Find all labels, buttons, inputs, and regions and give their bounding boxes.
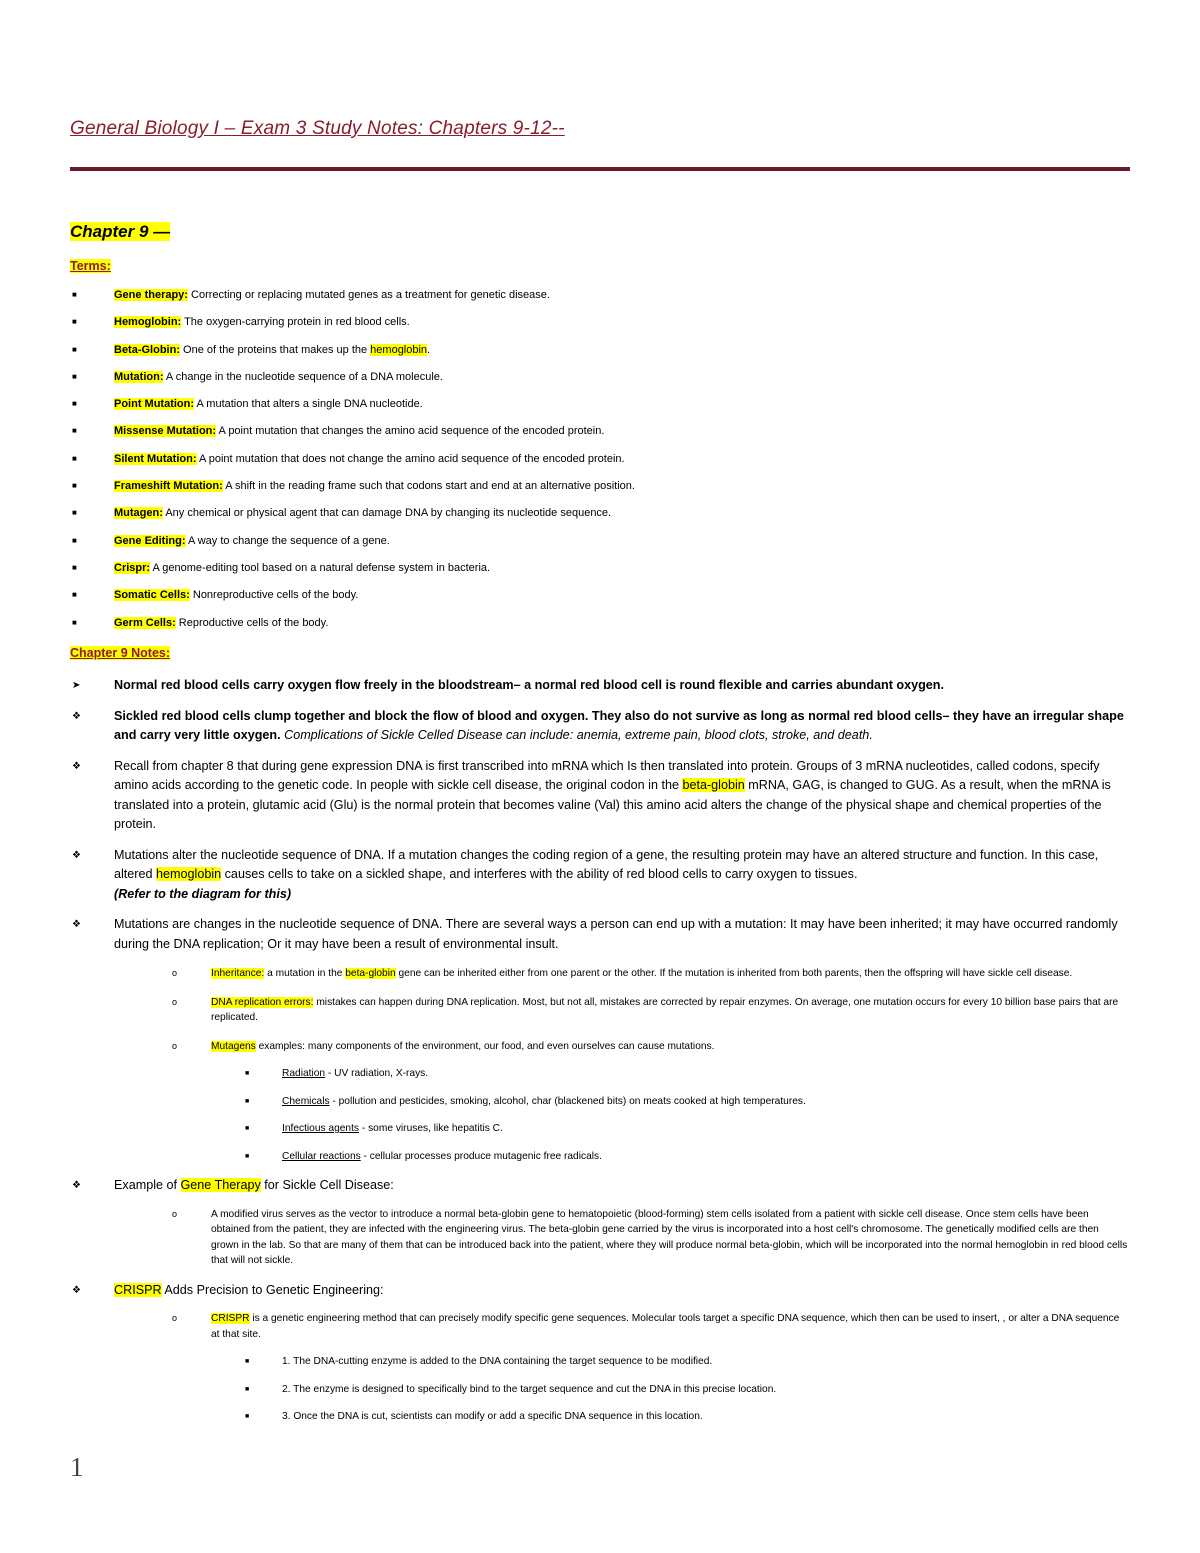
diamond-bullet-icon: ❖ xyxy=(72,1284,81,1296)
square-bullet-icon: ■ xyxy=(72,426,77,436)
term-definition: The oxygen-carrying protein in red blood cells. xyxy=(181,316,410,329)
term-definition: Any chemical or physical agent that can damage DNA by changing its nucleotide sequence. xyxy=(162,507,612,520)
note-text xyxy=(114,846,1129,905)
note-text xyxy=(114,757,1129,835)
sub-note-item xyxy=(70,966,1130,982)
sub-note-part: examples: many components of the environment, our food, and even ourselves can cause mutations. xyxy=(255,1040,715,1052)
square-bullet-icon: ■ xyxy=(72,562,77,572)
square-bullet-icon: ■ xyxy=(72,590,77,600)
square-bullet-icon: ■ xyxy=(245,1152,250,1160)
term-definition: A point mutation that does not change the amino acid sequence of the encoded protein. xyxy=(196,452,625,465)
crispr-step xyxy=(70,1382,1130,1398)
mutagen-item xyxy=(70,1121,1130,1137)
circle-bullet-icon: o xyxy=(172,1040,178,1051)
term-item xyxy=(70,397,1130,424)
sub-note-highlight: Mutagens xyxy=(211,1040,256,1052)
term-name: Somatic Cells: xyxy=(114,589,190,602)
note-item xyxy=(70,915,1130,954)
square-bullet-icon: ■ xyxy=(72,371,77,381)
term-item xyxy=(70,370,1130,397)
circle-bullet-icon: o xyxy=(172,968,178,978)
term-name: Point Mutation: xyxy=(114,398,195,411)
term-tail: . xyxy=(427,343,431,356)
note-text-part: Recall from chapter 8 that during gene expression DNA is first transcribed into mRNA which Is then translated into protein. Groups of 3 mRNA nucleotides, called codons, specify amino acids according to the genetic code. In people with sickle cell disease, the original codon in the xyxy=(114,758,1100,792)
circle-bullet-icon: o xyxy=(172,1313,178,1323)
term-definition: A point mutation that changes the amino acid sequence of the encoded protein. xyxy=(216,425,605,438)
mutagen-text xyxy=(282,1094,1132,1110)
square-bullet-icon: ■ xyxy=(72,481,77,491)
term-name: Frameshift Mutation: xyxy=(114,480,223,493)
square-bullet-icon: ■ xyxy=(72,617,77,627)
term-name: Crispr: xyxy=(114,561,151,574)
sub-note-highlight: Inheritance: xyxy=(211,968,265,979)
mutagen-desc: - UV radiation, X-rays. xyxy=(325,1068,429,1079)
square-bullet-icon: ■ xyxy=(245,1358,250,1365)
term-name: Missense Mutation: xyxy=(114,425,217,438)
crispr-step xyxy=(70,1409,1130,1425)
note-highlight: hemoglobin xyxy=(156,867,222,881)
sub-note-part: is a genetic engineering method that can precisely modify specific gene sequences. Molecular tools target a specific DNA sequence, which then can be used to insert, , or alter a DNA sequence at that site. xyxy=(211,1313,1120,1340)
diamond-bullet-icon: ❖ xyxy=(72,760,81,772)
square-bullet-icon: ■ xyxy=(72,535,77,545)
mutagen-desc: - cellular processes produce mutagenic free radicals. xyxy=(360,1150,602,1162)
term-item xyxy=(70,506,1130,533)
note-text-part: Example of xyxy=(114,1178,181,1192)
term-definition: A shift in the reading frame such that codons start and end at an alternative position. xyxy=(222,480,635,493)
crispr-step-text: 1. The DNA-cutting enzyme is added to the DNA containing the target sequence to be modified. xyxy=(282,1356,713,1367)
mutagen-desc: - some viruses, like hepatitis C. xyxy=(359,1123,503,1134)
term-item xyxy=(70,616,1130,643)
note-text-part: Mutations alter the nucleotide sequence of DNA. If a mutation changes the coding region of a gene, the resulting protein may have an altered structure and function. In this case, altered xyxy=(114,847,1099,881)
terms-list xyxy=(70,288,1130,643)
note-text xyxy=(114,1281,1129,1301)
mutagen-text xyxy=(282,1066,1132,1082)
note-item xyxy=(70,676,1130,696)
note-text-bold-italic: (Refer to the diagram for this) xyxy=(114,886,292,901)
notes-list xyxy=(70,676,1130,1425)
term-name: Silent Mutation: xyxy=(114,452,197,465)
sub-note-part: a mutation in the xyxy=(264,968,346,979)
term-name: Mutagen: xyxy=(114,507,163,520)
term-definition: A change in the nucleotide sequence of a DNA molecule. xyxy=(163,370,443,383)
term-item xyxy=(70,479,1130,506)
mutagen-text xyxy=(282,1149,1132,1165)
sub-note-text xyxy=(211,1311,1129,1342)
document-title: General Biology I – Exam 3 Study Notes: Chapters 9-12-- xyxy=(70,118,565,139)
mutagen-text xyxy=(282,1121,1132,1137)
term-definition: A mutation that alters a single DNA nucleotide. xyxy=(194,398,423,411)
note-text: Mutations are changes in the nucleotide sequence of DNA. There are several ways a person can end up with a mutation: It may have been inherited; it may have occurred randomly during the DNA replication; Or it may have been a result of environmental insult. xyxy=(114,917,1118,951)
note-text-part: causes cells to take on a sickled shape, and interferes with the ability of red blood cells to carry oxygen to tissues. xyxy=(221,867,858,881)
term-name: Gene Editing: xyxy=(114,534,186,547)
sub-note-item xyxy=(70,1311,1130,1342)
square-bullet-icon: ■ xyxy=(72,399,77,409)
term-item xyxy=(70,288,1130,315)
diamond-bullet-icon: ❖ xyxy=(72,1180,81,1191)
term-definition: Nonreproductive cells of the body. xyxy=(189,589,359,602)
note-highlight: CRISPR xyxy=(114,1282,162,1297)
note-item xyxy=(70,1176,1130,1196)
square-bullet-icon: ■ xyxy=(245,1070,250,1077)
term-definition: A genome-editing tool based on a natural defense system in bacteria. xyxy=(150,561,491,574)
square-bullet-icon: ■ xyxy=(72,344,77,354)
square-bullet-icon: ■ xyxy=(245,1097,250,1105)
term-item xyxy=(70,315,1130,342)
mutagen-item xyxy=(70,1149,1130,1165)
chapter-heading-text: Chapter 9 — xyxy=(70,222,171,241)
sub-note-part: gene can be inherited either from one parent or the other. If the mutation is inherited from both parents, then the offspring will have sickle cell disease. xyxy=(395,968,1073,979)
term-definition: One of the proteins that makes up the xyxy=(180,343,371,356)
arrow-bullet-icon: ➤ xyxy=(72,680,81,691)
crispr-step xyxy=(70,1354,1130,1370)
square-bullet-icon: ■ xyxy=(72,290,77,299)
note-text xyxy=(114,1176,1129,1196)
page-number: 1 xyxy=(70,1452,84,1482)
term-item xyxy=(70,424,1130,451)
diamond-bullet-icon: ❖ xyxy=(72,849,81,861)
term-item xyxy=(70,588,1130,615)
sub-note-highlight: CRISPR xyxy=(211,1313,250,1324)
sub-note-item xyxy=(70,995,1130,1026)
diamond-bullet-icon: ❖ xyxy=(72,710,81,722)
note-item xyxy=(70,757,1130,835)
sub-note-text xyxy=(211,1039,1129,1055)
term-item xyxy=(70,561,1130,588)
square-bullet-icon: ■ xyxy=(72,317,77,327)
square-bullet-icon: ■ xyxy=(245,1413,250,1420)
note-item xyxy=(70,846,1130,905)
notes-label-text: Chapter 9 Notes: xyxy=(70,646,171,660)
sub-note-text xyxy=(211,966,1129,982)
crispr-step-text: 2. The enzyme is designed to specifically bind to the target sequence and cut the DNA in this precise location. xyxy=(282,1383,777,1395)
circle-bullet-icon: o xyxy=(172,1208,178,1219)
mutagen-desc: - pollution and pesticides, smoking, alcohol, char (blackened bits) on meats cooked at high temperatures. xyxy=(329,1095,806,1107)
terms-label xyxy=(70,259,111,273)
square-bullet-icon: ■ xyxy=(245,1385,250,1393)
note-item xyxy=(70,707,1130,746)
term-highlight: hemoglobin xyxy=(370,343,428,356)
term-name: Beta-Globin: xyxy=(114,343,180,356)
sub-note-highlight: beta-globin xyxy=(345,968,396,979)
sub-note-text xyxy=(211,995,1129,1026)
sub-note-item xyxy=(70,1207,1130,1269)
sub-note-highlight: DNA replication errors: xyxy=(211,996,314,1008)
note-text-part: for Sickle Cell Disease: xyxy=(260,1178,394,1192)
terms-label-text: Terms: xyxy=(70,259,111,273)
term-definition: A way to change the sequence of a gene. xyxy=(185,534,390,547)
mutagen-item xyxy=(70,1066,1130,1082)
term-definition: Correcting or replacing mutated genes as a treatment for genetic disease. xyxy=(187,289,550,301)
chapter-heading xyxy=(70,222,170,242)
term-name: Gene therapy: xyxy=(114,289,188,301)
term-name: Hemoglobin: xyxy=(114,316,182,329)
mutagen-item xyxy=(70,1094,1130,1110)
note-highlight: Gene Therapy xyxy=(180,1178,261,1192)
mutagen-name: Infectious agents xyxy=(282,1123,360,1134)
term-item xyxy=(70,343,1130,370)
term-name: Germ Cells: xyxy=(114,616,176,629)
term-item xyxy=(70,534,1130,561)
term-name: Mutation: xyxy=(114,370,164,383)
circle-bullet-icon: o xyxy=(172,996,178,1007)
square-bullet-icon: ■ xyxy=(72,508,77,518)
sub-note-part: mistakes can happen during DNA replication. Most, but not all, mistakes are corrected by repair enzymes. On average, one mutation occurs for every 10 billion base pairs that are replicated. xyxy=(211,996,1119,1023)
note-text: Normal red blood cells carry oxygen flow freely in the bloodstream– a normal red blood cell is round flexible and carries abundant oxygen. xyxy=(114,678,944,692)
sub-note-text: A modified virus serves as the vector to introduce a normal beta-globin gene to hematopoietic (blood-forming) stem cells isolated from a patient with sickle cell disease. Once stem cells have been obtained from the patient, they are infected with the engineering virus. The beta-globin gene carried by the virus is incorporated into a host cell's chromosome. The genetically modified cells are then grown in the lab. So that are many of them that can be introduced back into the patient, where they will produce normal beta-globin, which will be incorporated into the normal hemoglobin in red blood cells that will not sickle. xyxy=(211,1208,1128,1266)
note-text xyxy=(114,707,1129,746)
mutagen-name: Chemicals xyxy=(282,1095,330,1107)
sub-note-item xyxy=(70,1039,1130,1055)
mutagen-name: Radiation xyxy=(282,1068,326,1079)
square-bullet-icon: ■ xyxy=(245,1125,250,1132)
title-divider xyxy=(70,167,1130,171)
note-highlight: beta-globin xyxy=(682,778,745,792)
notes-label xyxy=(70,646,170,660)
crispr-step-text: 3. Once the DNA is cut, scientists can modify or add a specific DNA sequence in this location. xyxy=(282,1411,703,1422)
mutagen-name: Cellular reactions xyxy=(282,1150,361,1162)
note-text-italic: Complications of Sickle Celled Disease can include: anemia, extreme pain, blood clots, stroke, and death. xyxy=(284,728,873,742)
term-definition: Reproductive cells of the body. xyxy=(175,616,329,629)
diamond-bullet-icon: ❖ xyxy=(72,919,81,930)
note-text-part: mRNA, GAG, is changed to GUG. As a result, when the mRNA is translated into a protein, glutamic acid (Glu) is the normal protein that becomes valine (Val) this amino acid alters the change of the physical shape and chemical properties of the protein. xyxy=(114,778,1111,831)
note-item xyxy=(70,1281,1130,1301)
square-bullet-icon: ■ xyxy=(72,453,77,463)
note-text-bold: Sickled red blood cells clump together and block the flow of blood and oxygen. They also do not survive as long as normal red blood cells– they have an irregular shape and carry very little oxygen. xyxy=(114,708,1124,742)
note-text-part: Adds Precision to Genetic Engineering: xyxy=(161,1282,384,1297)
term-item xyxy=(70,452,1130,479)
